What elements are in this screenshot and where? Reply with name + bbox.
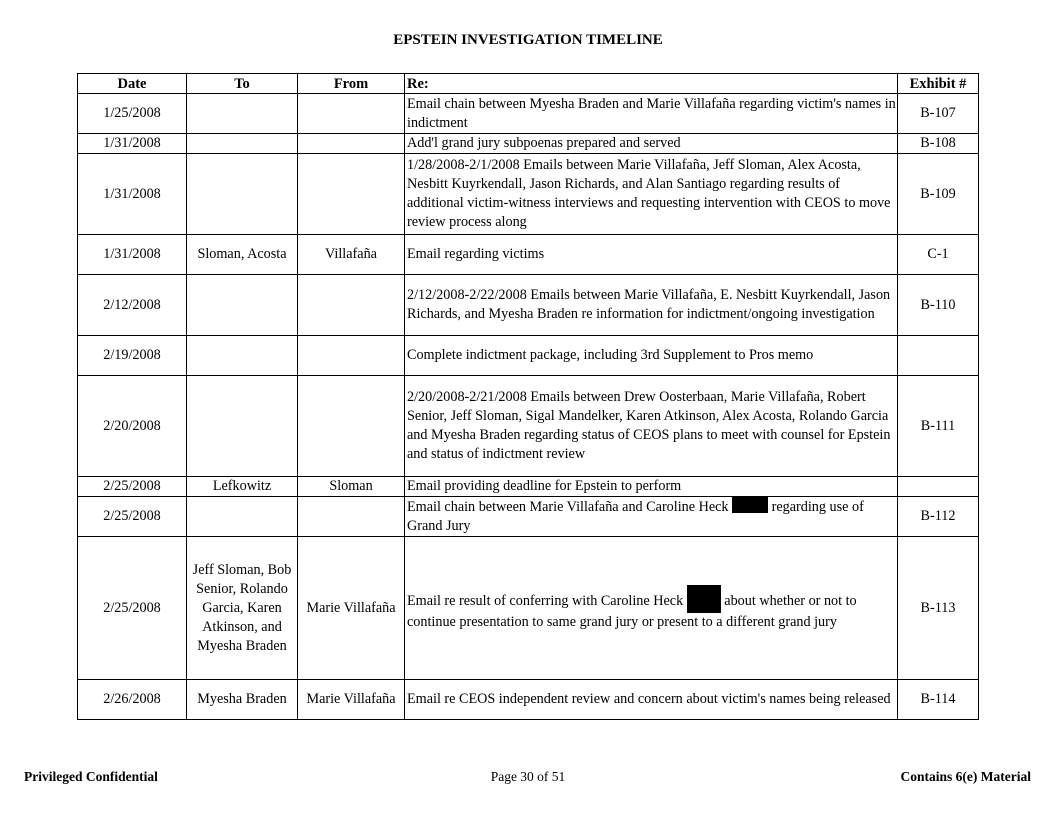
re-text-part: Email chain between Marie Villafaña and Caroline Heck xyxy=(407,499,729,515)
date-cell: 1/25/2008 xyxy=(78,94,187,134)
to-cell: Sloman, Acosta xyxy=(187,235,298,275)
from-cell xyxy=(298,376,405,477)
re-text-part: about whether or not to continue presentation to same grand jury or present to a different grand jury xyxy=(407,592,857,630)
from-cell: Marie Villafaña xyxy=(298,680,405,720)
header-date: Date xyxy=(78,74,187,94)
table-row xyxy=(78,497,979,537)
date-cell: 2/25/2008 xyxy=(78,497,187,537)
table-row xyxy=(78,477,979,497)
from-cell: Sloman xyxy=(298,477,405,497)
table-row xyxy=(78,376,979,477)
redaction-box xyxy=(687,585,721,613)
table-row xyxy=(78,235,979,275)
from-cell xyxy=(298,154,405,235)
from-cell xyxy=(298,275,405,336)
table-row xyxy=(78,275,979,336)
to-cell xyxy=(187,376,298,477)
re-cell: Email regarding victims xyxy=(405,235,898,275)
exhibit-cell: B-109 xyxy=(898,154,979,235)
exhibit-cell: B-114 xyxy=(898,680,979,720)
header-re: Re: xyxy=(405,74,898,94)
date-cell: 2/25/2008 xyxy=(78,477,187,497)
header-exhibit: Exhibit # xyxy=(898,74,979,94)
re-cell: 2/12/2008-2/22/2008 Emails between Marie Villafaña, E. Nesbitt Kuyrkendall, Jason Richards, and Myesha Braden re information for indictment/ongoing investigation xyxy=(405,275,898,336)
to-cell xyxy=(187,336,298,376)
to-cell xyxy=(187,134,298,154)
from-cell xyxy=(298,94,405,134)
to-cell: Jeff Sloman, Bob Senior, Rolando Garcia, Karen Atkinson, and Myesha Braden xyxy=(187,537,298,680)
date-cell: 2/20/2008 xyxy=(78,376,187,477)
re-cell: Email re CEOS independent review and concern about victim's names being released xyxy=(405,680,898,720)
date-cell: 1/31/2008 xyxy=(78,154,187,235)
footer-privileged: Privileged Confidential xyxy=(24,769,158,784)
redaction-box xyxy=(732,497,768,513)
to-cell xyxy=(187,275,298,336)
table-row xyxy=(78,94,979,134)
date-cell: 2/25/2008 xyxy=(78,537,187,680)
table-row xyxy=(78,680,979,720)
exhibit-cell: B-110 xyxy=(898,275,979,336)
to-cell: Lefkowitz xyxy=(187,477,298,497)
table-row xyxy=(78,537,979,680)
to-cell: Myesha Braden xyxy=(187,680,298,720)
footer-6e-notice: Contains 6(e) Material xyxy=(900,769,1031,784)
page-title: EPSTEIN INVESTIGATION TIMELINE xyxy=(393,32,663,48)
re-cell xyxy=(405,537,898,680)
re-text-part: regarding use of Grand Jury xyxy=(407,499,864,534)
table-row xyxy=(78,336,979,376)
date-cell: 2/12/2008 xyxy=(78,275,187,336)
to-cell xyxy=(187,497,298,537)
timeline-table xyxy=(77,73,979,720)
exhibit-cell: B-112 xyxy=(898,497,979,537)
re-cell: 2/20/2008-2/21/2008 Emails between Drew Oosterbaan, Marie Villafaña, Robert Senior, Jeff Sloman, Sigal Mandelker, Karen Atkinson, Alex Acosta, Rolando Garcia and Myesha Braden regarding status of CEOS plans to meet with counsel for Epstein and status of indictment review xyxy=(405,376,898,477)
table-row xyxy=(78,154,979,235)
exhibit-cell: B-107 xyxy=(898,94,979,134)
to-cell xyxy=(187,154,298,235)
re-cell: 1/28/2008-2/1/2008 Emails between Marie Villafaña, Jeff Sloman, Alex Acosta, Nesbitt Kuyrkendall, Jason Richards, and Alan Santiago regarding results of additional victim-witness interviews and requesting intervention with CEOS to move review process along xyxy=(405,154,898,235)
header-from: From xyxy=(298,74,405,94)
header-row xyxy=(78,74,979,94)
header-to: To xyxy=(187,74,298,94)
from-cell xyxy=(298,134,405,154)
exhibit-cell: C-1 xyxy=(898,235,979,275)
date-cell: 1/31/2008 xyxy=(78,235,187,275)
exhibit-cell xyxy=(898,477,979,497)
from-cell: Villafaña xyxy=(298,235,405,275)
date-cell: 1/31/2008 xyxy=(78,134,187,154)
re-text-part: Email re result of conferring with Caroline Heck xyxy=(407,592,684,609)
re-cell xyxy=(405,497,898,537)
re-cell: Add'l grand jury subpoenas prepared and served xyxy=(405,134,898,154)
from-cell xyxy=(298,497,405,537)
exhibit-cell: B-113 xyxy=(898,537,979,680)
date-cell: 2/26/2008 xyxy=(78,680,187,720)
from-cell xyxy=(298,336,405,376)
page-number: Page 30 of 51 xyxy=(490,769,566,784)
table-row xyxy=(78,134,979,154)
from-cell: Marie Villafaña xyxy=(298,537,405,680)
to-cell xyxy=(187,94,298,134)
re-cell: Email providing deadline for Epstein to perform xyxy=(405,477,898,497)
exhibit-cell: B-108 xyxy=(898,134,979,154)
date-cell: 2/19/2008 xyxy=(78,336,187,376)
re-cell: Complete indictment package, including 3rd Supplement to Pros memo xyxy=(405,336,898,376)
exhibit-cell: B-111 xyxy=(898,376,979,477)
exhibit-cell xyxy=(898,336,979,376)
re-cell: Email chain between Myesha Braden and Marie Villafaña regarding victim's names in indictment xyxy=(405,94,898,134)
